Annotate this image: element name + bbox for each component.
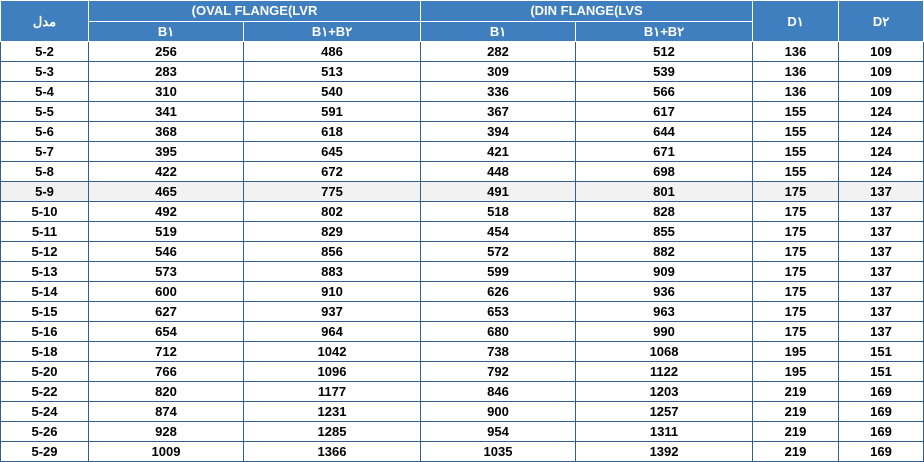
table-row xyxy=(1,102,924,122)
table-body xyxy=(1,42,924,462)
cell-din-b1: 394 xyxy=(421,122,576,142)
cell-din-b1b2: 1122 xyxy=(576,362,753,382)
cell-model: 5-3 xyxy=(1,62,89,82)
cell-din-b1: 336 xyxy=(421,82,576,102)
cell-model: 5-10 xyxy=(1,202,89,222)
cell-oval-b1: 368 xyxy=(89,122,244,142)
cell-d1: 175 xyxy=(753,202,839,222)
table-row xyxy=(1,82,924,102)
cell-d1: 219 xyxy=(753,422,839,442)
cell-d2: 137 xyxy=(839,242,924,262)
cell-oval-b1b2: 591 xyxy=(244,102,421,122)
cell-oval-b1b2: 829 xyxy=(244,222,421,242)
cell-d2: 169 xyxy=(839,422,924,442)
cell-din-b1: 626 xyxy=(421,282,576,302)
table-row xyxy=(1,222,924,242)
cell-din-b1: 954 xyxy=(421,422,576,442)
cell-oval-b1: 256 xyxy=(89,42,244,62)
cell-d2: 151 xyxy=(839,362,924,382)
table-row xyxy=(1,382,924,402)
cell-oval-b1b2: 964 xyxy=(244,322,421,342)
cell-d1: 175 xyxy=(753,302,839,322)
cell-din-b1b2: 671 xyxy=(576,142,753,162)
cell-din-b1b2: 1392 xyxy=(576,442,753,462)
cell-din-b1: 518 xyxy=(421,202,576,222)
cell-model: 5-14 xyxy=(1,282,89,302)
cell-d1: 175 xyxy=(753,222,839,242)
cell-d2: 137 xyxy=(839,322,924,342)
column-header-oval-b1b2: B١+B٢ xyxy=(244,22,421,42)
cell-din-b1b2: 698 xyxy=(576,162,753,182)
cell-din-b1: 599 xyxy=(421,262,576,282)
cell-d2: 124 xyxy=(839,162,924,182)
cell-model: 5-6 xyxy=(1,122,89,142)
cell-oval-b1b2: 1366 xyxy=(244,442,421,462)
cell-d2: 169 xyxy=(839,402,924,422)
cell-d1: 175 xyxy=(753,262,839,282)
cell-d1: 136 xyxy=(753,62,839,82)
table-header-group-row xyxy=(1,1,924,22)
cell-model: 5-8 xyxy=(1,162,89,182)
cell-din-b1b2: 644 xyxy=(576,122,753,142)
column-header-din-b1b2: B١+B٢ xyxy=(576,22,753,42)
cell-oval-b1: 395 xyxy=(89,142,244,162)
cell-model: 5-2 xyxy=(1,42,89,62)
table-row xyxy=(1,402,924,422)
cell-din-b1b2: 909 xyxy=(576,262,753,282)
cell-d2: 169 xyxy=(839,382,924,402)
column-header-d1: D١ xyxy=(753,1,839,42)
cell-d1: 155 xyxy=(753,162,839,182)
cell-d1: 175 xyxy=(753,322,839,342)
table-row xyxy=(1,442,924,462)
cell-din-b1b2: 882 xyxy=(576,242,753,262)
cell-model: 5-13 xyxy=(1,262,89,282)
cell-oval-b1: 341 xyxy=(89,102,244,122)
cell-din-b1b2: 617 xyxy=(576,102,753,122)
cell-din-b1b2: 512 xyxy=(576,42,753,62)
cell-din-b1: 309 xyxy=(421,62,576,82)
cell-din-b1: 454 xyxy=(421,222,576,242)
cell-d2: 137 xyxy=(839,222,924,242)
cell-d1: 175 xyxy=(753,282,839,302)
cell-oval-b1: 928 xyxy=(89,422,244,442)
cell-model: 5-9 xyxy=(1,182,89,202)
cell-oval-b1: 310 xyxy=(89,82,244,102)
cell-oval-b1b2: 883 xyxy=(244,262,421,282)
cell-model: 5-26 xyxy=(1,422,89,442)
table-row xyxy=(1,262,924,282)
cell-din-b1: 421 xyxy=(421,142,576,162)
cell-din-b1: 653 xyxy=(421,302,576,322)
cell-oval-b1b2: 618 xyxy=(244,122,421,142)
cell-model: 5-22 xyxy=(1,382,89,402)
cell-oval-b1b2: 486 xyxy=(244,42,421,62)
cell-model: 5-11 xyxy=(1,222,89,242)
cell-din-b1: 491 xyxy=(421,182,576,202)
cell-oval-b1b2: 540 xyxy=(244,82,421,102)
cell-d1: 219 xyxy=(753,402,839,422)
table-row xyxy=(1,282,924,302)
cell-din-b1b2: 855 xyxy=(576,222,753,242)
cell-oval-b1b2: 513 xyxy=(244,62,421,82)
table-header xyxy=(1,1,924,42)
cell-d2: 109 xyxy=(839,62,924,82)
cell-din-b1b2: 566 xyxy=(576,82,753,102)
table-row xyxy=(1,142,924,162)
cell-d2: 151 xyxy=(839,342,924,362)
cell-model: 5-20 xyxy=(1,362,89,382)
cell-d2: 137 xyxy=(839,202,924,222)
cell-oval-b1b2: 1096 xyxy=(244,362,421,382)
column-group-oval-flange: (OVAL FLANGE(LVR xyxy=(89,1,421,22)
cell-oval-b1b2: 937 xyxy=(244,302,421,322)
table-row xyxy=(1,342,924,362)
cell-d2: 137 xyxy=(839,182,924,202)
cell-din-b1: 900 xyxy=(421,402,576,422)
cell-oval-b1: 573 xyxy=(89,262,244,282)
cell-din-b1b2: 539 xyxy=(576,62,753,82)
cell-model: 5-18 xyxy=(1,342,89,362)
cell-din-b1: 680 xyxy=(421,322,576,342)
cell-d2: 124 xyxy=(839,122,924,142)
cell-oval-b1: 712 xyxy=(89,342,244,362)
cell-d2: 137 xyxy=(839,302,924,322)
cell-oval-b1: 519 xyxy=(89,222,244,242)
cell-oval-b1: 600 xyxy=(89,282,244,302)
cell-oval-b1: 820 xyxy=(89,382,244,402)
cell-din-b1b2: 936 xyxy=(576,282,753,302)
cell-d2: 124 xyxy=(839,102,924,122)
table-row xyxy=(1,302,924,322)
table-row xyxy=(1,162,924,182)
column-header-model: مدل xyxy=(1,1,89,42)
cell-oval-b1: 1009 xyxy=(89,442,244,462)
cell-d1: 136 xyxy=(753,82,839,102)
cell-oval-b1b2: 672 xyxy=(244,162,421,182)
cell-din-b1: 738 xyxy=(421,342,576,362)
cell-oval-b1b2: 856 xyxy=(244,242,421,262)
table-row xyxy=(1,182,924,202)
table-row xyxy=(1,422,924,442)
cell-d1: 195 xyxy=(753,362,839,382)
cell-din-b1: 448 xyxy=(421,162,576,182)
cell-d1: 155 xyxy=(753,142,839,162)
cell-oval-b1: 874 xyxy=(89,402,244,422)
cell-oval-b1b2: 910 xyxy=(244,282,421,302)
cell-oval-b1: 546 xyxy=(89,242,244,262)
column-header-d2: D٢ xyxy=(839,1,924,42)
cell-d2: 169 xyxy=(839,442,924,462)
cell-d2: 137 xyxy=(839,262,924,282)
column-header-oval-b1: B١ xyxy=(89,22,244,42)
table-row xyxy=(1,62,924,82)
cell-model: 5-7 xyxy=(1,142,89,162)
cell-din-b1b2: 1257 xyxy=(576,402,753,422)
cell-oval-b1: 422 xyxy=(89,162,244,182)
cell-din-b1: 282 xyxy=(421,42,576,62)
cell-oval-b1b2: 645 xyxy=(244,142,421,162)
cell-d1: 175 xyxy=(753,182,839,202)
cell-din-b1b2: 1068 xyxy=(576,342,753,362)
cell-din-b1: 572 xyxy=(421,242,576,262)
table-row xyxy=(1,202,924,222)
cell-model: 5-12 xyxy=(1,242,89,262)
table-row xyxy=(1,122,924,142)
cell-d1: 219 xyxy=(753,382,839,402)
table-row xyxy=(1,242,924,262)
cell-model: 5-24 xyxy=(1,402,89,422)
cell-d1: 155 xyxy=(753,122,839,142)
cell-din-b1b2: 990 xyxy=(576,322,753,342)
cell-din-b1: 792 xyxy=(421,362,576,382)
cell-oval-b1: 465 xyxy=(89,182,244,202)
table-row xyxy=(1,322,924,342)
cell-oval-b1: 492 xyxy=(89,202,244,222)
cell-d2: 124 xyxy=(839,142,924,162)
cell-d2: 137 xyxy=(839,282,924,302)
cell-oval-b1b2: 1177 xyxy=(244,382,421,402)
cell-oval-b1: 654 xyxy=(89,322,244,342)
cell-model: 5-29 xyxy=(1,442,89,462)
table-row xyxy=(1,42,924,62)
cell-din-b1b2: 828 xyxy=(576,202,753,222)
cell-model: 5-5 xyxy=(1,102,89,122)
cell-d1: 219 xyxy=(753,442,839,462)
cell-din-b1b2: 1203 xyxy=(576,382,753,402)
cell-oval-b1: 766 xyxy=(89,362,244,382)
cell-din-b1b2: 801 xyxy=(576,182,753,202)
cell-d2: 109 xyxy=(839,42,924,62)
cell-oval-b1b2: 1042 xyxy=(244,342,421,362)
cell-model: 5-15 xyxy=(1,302,89,322)
cell-model: 5-4 xyxy=(1,82,89,102)
cell-oval-b1b2: 1231 xyxy=(244,402,421,422)
cell-d1: 155 xyxy=(753,102,839,122)
cell-model: 5-16 xyxy=(1,322,89,342)
cell-din-b1: 367 xyxy=(421,102,576,122)
cell-d1: 175 xyxy=(753,242,839,262)
cell-oval-b1b2: 1285 xyxy=(244,422,421,442)
cell-d2: 109 xyxy=(839,82,924,102)
cell-d1: 195 xyxy=(753,342,839,362)
table-row xyxy=(1,362,924,382)
cell-din-b1b2: 1311 xyxy=(576,422,753,442)
cell-oval-b1: 283 xyxy=(89,62,244,82)
cell-oval-b1b2: 802 xyxy=(244,202,421,222)
cell-din-b1b2: 963 xyxy=(576,302,753,322)
cell-oval-b1: 627 xyxy=(89,302,244,322)
column-group-din-flange: (DIN FLANGE(LVS xyxy=(421,1,753,22)
column-header-din-b1: B١ xyxy=(421,22,576,42)
cell-oval-b1b2: 775 xyxy=(244,182,421,202)
cell-din-b1: 1035 xyxy=(421,442,576,462)
cell-din-b1: 846 xyxy=(421,382,576,402)
cell-d1: 136 xyxy=(753,42,839,62)
